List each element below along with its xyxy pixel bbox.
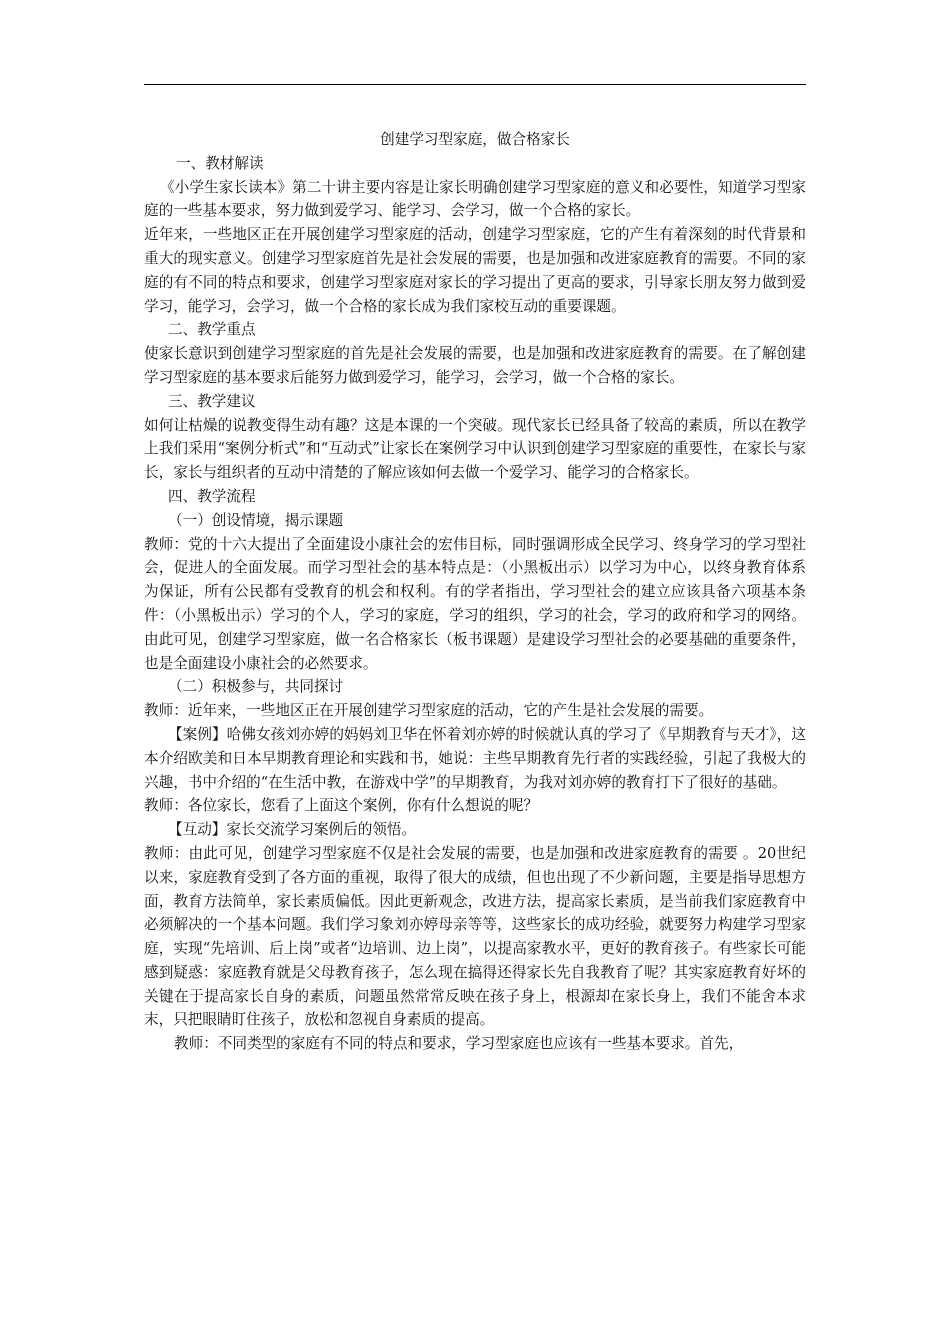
paragraph: 近年来，一些地区正在开展创建学习型家庭的活动，创建学习型家庭，它的产生有着深刻的时代背景和重大的现实意义。创建学习型家庭首先是社会发展的需要，也是加强和改进家庭教育的需要。不同的家庭的有不同的特点和要求，创建学习型家庭对家长的学习提出了更高的要求，引导家长朋友努力做到爱学习，能学习，会学习，做一个合格的家长成为我们家校互动的重要课题。 — [144, 226, 806, 315]
document-body — [144, 128, 806, 1056]
header-rule — [144, 84, 806, 85]
paragraph: 教师：由此可见，创建学习型家庭不仅是社会发展的需要，也是加强和改进家庭教育的需要 。20世纪以来，家庭教育受到了各方面的重视，取得了很大的成绩，但也出现了不少新问题，主要是指导思想方面，教育方法简单，家长素质偏低。因此更新观念，改进方法，提高家长素质，是当前我们家庭教育中必须解决的一个基本问题。我们学习象刘亦婷母亲等等，这些家长的成功经验，就要努力构建学习型家庭，实现“先培训、后上岗”或者“边培训、边上岗”，以提高家教水平，更好的教育孩子。有些家长可能感到疑惑：家庭教育就是父母教育孩子，怎么现在搞得还得家长先自我教育了呢？其实家庭教育好坏的关键在于提高家长自身的素质，问题虽然常常反映在孩子身上，根源却在家长身上，我们不能舍本求末，只把眼睛盯住孩子，放松和忽视自身素质的提高。 — [144, 844, 806, 1029]
paragraph: 教师：近年来，一些地区正在开展创建学习型家庭的活动，它的产生是社会发展的需要。 — [144, 702, 714, 720]
document-title: 创建学习型家庭，做合格家长 — [380, 131, 570, 148]
section-heading: 二、教学重点 — [168, 321, 256, 339]
paragraph: 教师：各位家长，您看了上面这个案例，你有什么想说的呢？ — [144, 797, 539, 815]
section-heading: 一、教材解读 — [176, 154, 264, 172]
paragraph: 《小学生家长读本》第二十讲主要内容是让家长明确创建学习型家庭的意义和必要性，知道学习型家庭的一些基本要求，努力做到爱学习、能学习、会学习，做一个合格的家长。 — [144, 178, 806, 220]
case-paragraph: 【案例】哈佛女孩刘亦婷的妈妈刘卫华在怀着刘亦婷的时候就认真的学习了《早期教育与天才》，这本介绍欧美和日本早期教育理论和实践和书，她说：主些早期教育先行者的实践经验，引起了我极大的兴趣，书中介绍的“在生活中教，在游戏中学”的早期教育，为我对刘亦婷的教育打下了很好的基础。 — [144, 725, 806, 791]
paragraph: 教师：不同类型的家庭有不同的特点和要求，学习型家庭也应该有一些基本要求。首先， — [174, 1035, 744, 1053]
interaction-paragraph: 【互动】家长交流学习案例后的领悟。 — [168, 821, 417, 839]
section-heading: 三、教学建议 — [168, 392, 256, 410]
section-heading: 四、教学流程 — [168, 487, 256, 505]
paragraph: 如何让枯燥的说教变得生动有趣？这是本课的一个突破。现代家长已经具备了较高的素质，所以在教学上我们采用“案例分析式”和“互动式”让家长在案例学习中认识到创建学习型家庭的重要性，在家长与家长，家长与组织者的互动中清楚的了解应该如何去做一个爱学习、能学习的合格家长。 — [144, 416, 806, 482]
paragraph: 使家长意识到创建学习型家庭的首先是社会发展的需要，也是加强和改进家庭教育的需要。在了解创建学习型家庭的基本要求后能努力做到爱学习，能学习，会学习，做一个合格的家长。 — [144, 345, 806, 386]
paragraph: 教师：党的十六大提出了全面建设小康社会的宏伟目标，同时强调形成全民学习、终身学习的学习型社会，促进人的全面发展。而学习型社会的基本特点是：（小黑板出示）以学习为中心，以终身教育体系为保证，所有公民都有受教育的机会和权利。有的学者指出，学习型社会的建立应该具备六项基本条件：（小黑板出示）学习的个人，学习的家庭，学习的组织，学习的社会，学习的政府和学习的网络。由此可见，创建学习型家庭，做一名合格家长（板书课题）是建设学习型社会的必要基础的重要条件， 也是全面建设小康社会的必然要求。 — [144, 535, 806, 672]
subsection-heading: （一）创设情境，揭示课题 — [168, 511, 344, 529]
subsection-heading: （二）积极参与，共同探讨 — [168, 678, 344, 696]
